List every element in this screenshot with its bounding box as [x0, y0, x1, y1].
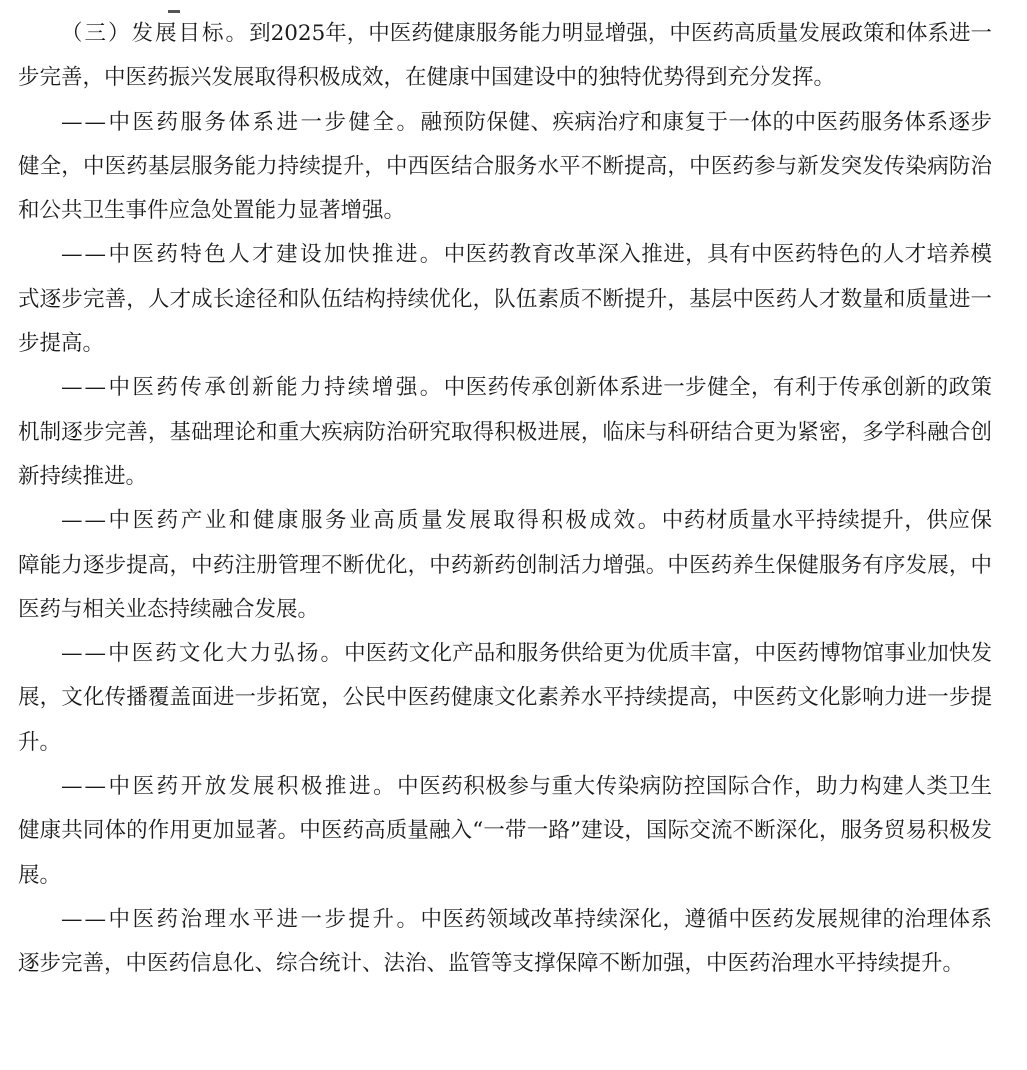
paragraph-lead: ——中医药产业和健康服务业高质量发展取得积极成效。 [61, 508, 662, 534]
paragraph-governance [18, 898, 992, 987]
document-body [18, 12, 992, 987]
paragraph-text: 中药材质量水平持续提升，供应保障能力逐步提高，中药注册管理不断优化，中药新药创制活力增强。中医药养生保健服务有序发展，中医药与相关业态持续融合发展。 [18, 508, 992, 622]
paragraph-opening-up [18, 765, 992, 898]
paragraph-industry [18, 499, 992, 632]
paragraph-lead: ——中医药开放发展积极推进。 [61, 774, 398, 800]
cropped-glyph-remnant [168, 10, 180, 13]
paragraph-text: 中医药传承创新体系进一步健全，有利于传承创新的政策机制逐步完善，基础理论和重大疾病防治研究取得积极进展，临床与科研结合更为紧密，多学科融合创新持续推进。 [18, 375, 992, 489]
paragraph-text: 中医药领域改革持续深化，遵循中医药发展规律的治理体系逐步完善，中医药信息化、综合统计、法治、监管等支撑保障不断加强，中医药治理水平持续提升。 [18, 906, 992, 977]
paragraph-lead: ——中医药治理水平进一步提升。 [61, 906, 421, 932]
paragraph-text: 中医药教育改革深入推进，具有中医药特色的人才培养模式逐步完善，人才成长途径和队伍结构持续优化，队伍素质不断提升，基层中医药人才数量和质量进一步提高。 [18, 242, 992, 357]
paragraph-lead: ——中医药特色人才建设加快推进。 [61, 242, 444, 268]
paragraph-text: 融预防保健、疾病治疗和康复于一体的中医药服务体系逐步健全，中医药基层服务能力持续提升，中西医结合服务水平不断提高，中医药参与新发突发传染病防治和公共卫生事件应急处置能力显著增强。 [18, 109, 992, 224]
paragraph-development-goals [18, 12, 992, 101]
paragraph-lead: ——中医药传承创新能力持续增强。 [61, 375, 444, 401]
paragraph-talent-building [18, 233, 992, 366]
paragraph-culture [18, 632, 992, 765]
paragraph-text: 到2025年，中医药健康服务能力明显增强，中医药高质量发展政策和体系进一步完善，中医药振兴发展取得积极成效，在健康中国建设中的独特优势得到充分发挥。 [18, 21, 992, 91]
paragraph-text: 中医药文化产品和服务供给更为优质丰富，中医药博物馆事业加快发展，文化传播覆盖面进一步拓宽，公民中医药健康文化素养水平持续提高，中医药文化影响力进一步提升。 [18, 641, 992, 755]
paragraph-innovation [18, 366, 992, 499]
paragraph-lead: ——中医药文化大力弘扬。 [61, 641, 345, 667]
paragraph-lead: （三）发展目标。 [61, 21, 250, 46]
paragraph-service-system [18, 101, 992, 234]
paragraph-lead: ——中医药服务体系进一步健全。 [61, 109, 421, 135]
paragraph-text: 中医药积极参与重大传染病防控国际合作，助力构建人类卫生健康共同体的作用更加显著。中医药高质量融入“一带一路”建设，国际交流不断深化，服务贸易积极发展。 [18, 774, 992, 888]
